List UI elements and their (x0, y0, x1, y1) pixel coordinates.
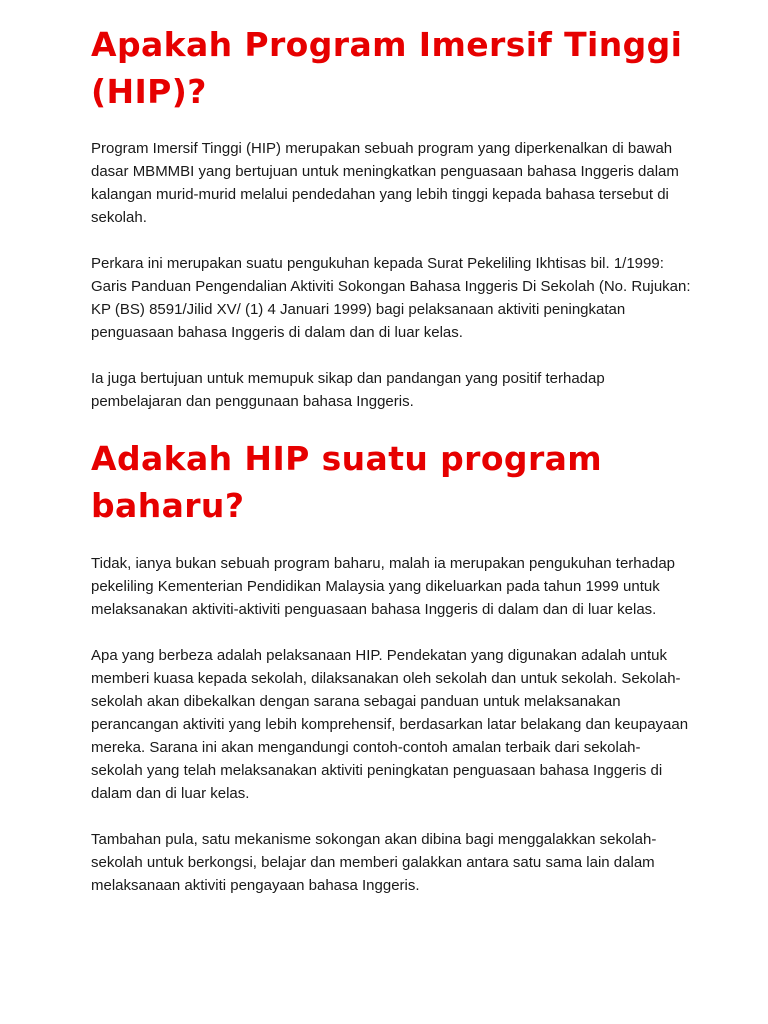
paragraph-hip-purpose: Ia juga bertujuan untuk memupuk sikap dan pandangan yang positif terhadap pembelajaran dan penggunaan bahasa Inggeris. (91, 370, 605, 410)
paragraph-hip-definition: Program Imersif Tinggi (HIP) merupakan sebuah program yang diperkenalkan di bawah dasar MBMMBI yang bertujuan untuk meningkatkan penguasaan bahasa Inggeris dalam kalangan murid-murid melalui pendedahan yang lebih tinggi kepada bahasa tersebut di sekolah. (91, 140, 679, 226)
article (91, 0, 691, 897)
paragraph-support-mechanism: Tambahan pula, satu mekanisme sokongan akan dibina bagi menggalakkan sekolah-sekolah untuk berkongsi, belajar dan memberi galakkan antara satu sama lain dalam melaksanaan aktiviti pengayaan bahasa Inggeris. (91, 831, 657, 894)
paragraph-implementation: Apa yang berbeza adalah pelaksanaan HIP. Pendekatan yang digunakan adalah untuk memberi kuasa kepada sekolah, dilaksanakan oleh sekolah dan untuk sekolah. Sekolah-sekolah akan dibekalkan dengan sarana sebagai panduan untuk melaksanakan perancangan aktiviti yang lebih komprehensif, berdasarkan latar belakang dan keupayaan mereka. Sarana ini akan mengandungi contoh-contoh amalan terbaik dari sekolah-sekolah yang telah melaksanakan aktiviti peningkatan penguasaan bahasa Inggeris di dalam dan di luar kelas. (91, 647, 689, 802)
section-heading-adakah-baharu: Adakah HIP suatu program baharu? (91, 439, 603, 525)
section-heading-apakah-hip: Apakah Program Imersif Tinggi (HIP)? (91, 25, 683, 111)
paragraph-not-new: Tidak, ianya bukan sebuah program baharu, malah ia merupakan pengukuhan terhadap pekeliling Kementerian Pendidikan Malaysia yang dikeluarkan pada tahun 1999 untuk melaksanakan aktiviti-aktiviti penguasaan bahasa Inggeris di dalam dan di luar kelas. (91, 555, 676, 618)
paragraph-hip-circular: Perkara ini merupakan suatu pengukuhan kepada Surat Pekeliling Ikhtisas bil. 1/1999: Garis Panduan Pengendalian Aktiviti Sokongan Bahasa Inggeris Di Sekolah (No. Rujukan: KP (BS) 8591/Jilid XV/ (1) 4 Januari 1999) bagi pelaksanaan aktiviti peningkatan penguasaan bahasa Inggeris di dalam dan di luar kelas. (91, 255, 691, 341)
